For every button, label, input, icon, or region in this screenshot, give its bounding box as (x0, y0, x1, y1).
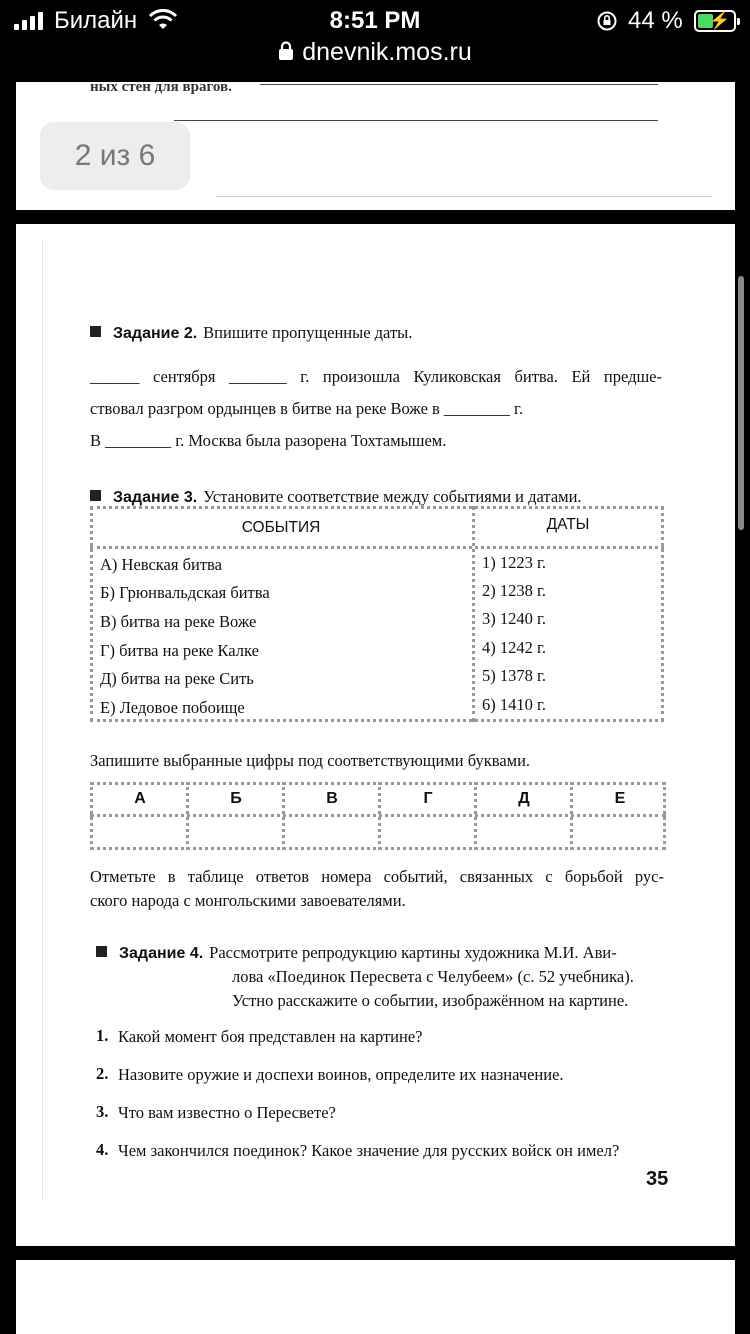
question-number: 3. (96, 1102, 109, 1121)
grid-letter: Е (614, 790, 626, 807)
lock-icon (278, 39, 294, 68)
answer-prompt: Запишите выбранные цифры под соответствующими буквами. (90, 751, 531, 770)
event-item: Е) Ледовое побоище (100, 698, 245, 717)
status-bar (0, 0, 750, 42)
grid-column-divider (282, 782, 285, 850)
carrier-name: Билайн (54, 7, 138, 34)
bullet-square-icon (90, 490, 101, 501)
column-header-events: СОБЫТИЯ (241, 519, 321, 536)
grid-letter: Б (230, 790, 242, 807)
event-item: Б) Грюнвальдская битва (100, 583, 270, 602)
event-item: Д) битва на реке Сить (100, 669, 254, 688)
grid-letter: В (326, 790, 338, 807)
task4-line2: лова «Поединок Пересвета с Челубеем» (с. 52 учебника). (232, 967, 634, 986)
previous-page (16, 79, 735, 210)
task3-note-line1: Отметьте в таблице ответов номера событий, связанных с борьбой рус- (90, 867, 664, 886)
task2-title: Впишите пропущенные даты. (203, 323, 413, 342)
battery-icon: ⚡ (694, 10, 736, 32)
grid-letter: А (134, 790, 146, 807)
table-column-divider (472, 506, 475, 722)
url-text: dnevnik.mos.ru (302, 38, 472, 66)
event-item: В) битва на реке Воже (100, 612, 257, 631)
bullet-square-icon (90, 326, 101, 337)
task2-heading: Задание 2. (113, 325, 198, 342)
task3-title: Установите соответствие между событиями и датами. (203, 487, 582, 506)
question-text: Назовите оружие и доспехи воинов, определите их назначение. (118, 1065, 564, 1084)
grid-letter: Д (518, 790, 530, 807)
date-item: 4) 1242 г. (482, 638, 547, 657)
event-item: А) Невская битва (100, 555, 222, 574)
task3-note-line2: ского народа с монгольскими завоевателями. (90, 891, 406, 910)
column-header-dates: ДАТЫ (546, 516, 590, 533)
date-item: 2) 1238 г. (482, 581, 547, 600)
page-number: 35 (646, 1168, 669, 1190)
next-page (16, 1260, 735, 1334)
grid-column-divider (570, 782, 573, 850)
page-counter: 2 из 6 (40, 122, 190, 190)
previous-page-cut-text: ных стен для врагов. (90, 79, 232, 95)
question-number: 4. (96, 1140, 109, 1159)
question-text: Что вам известно о Пересвете? (118, 1103, 336, 1122)
question-text: Чем закончился поединок? Какое значение для русских войск он имел? (118, 1141, 620, 1160)
grid-column-divider (186, 782, 189, 850)
grid-column-divider (378, 782, 381, 850)
task3-heading: Задание 3. (113, 489, 198, 506)
date-item: 5) 1378 г. (482, 666, 547, 685)
scan-edge (42, 240, 43, 1200)
document-page (16, 224, 735, 1246)
task4-line3: Устно расскажите о событии, изображённом на картине. (232, 991, 629, 1010)
task2-line2: ствовал разгром ордынцев в битве на реке Воже в ________ г. (90, 399, 524, 418)
answer-line (260, 84, 658, 85)
bullet-square-icon (96, 946, 107, 957)
rotation-lock-icon (596, 10, 618, 37)
task2-heading-line (90, 322, 412, 345)
task2-line1: ______ сентября _______ г. произошла Куликовская битва. Ей предше- (90, 367, 662, 386)
date-item: 3) 1240 г. (482, 609, 547, 628)
answer-line (174, 120, 658, 121)
task4-heading: Задание 4. (119, 945, 204, 962)
grid-letter: Г (423, 790, 433, 807)
date-item: 6) 1410 г. (482, 695, 547, 714)
status-time: 8:51 PM (329, 7, 421, 34)
event-item: Г) битва на реке Калке (100, 641, 259, 660)
grid-column-divider (474, 782, 477, 850)
question-number: 2. (96, 1064, 109, 1083)
task2-line3: В ________ г. Москва была разорена Тохтамышем. (90, 431, 447, 450)
table-header-divider (90, 546, 664, 549)
address-bar[interactable] (0, 38, 750, 72)
date-item: 1) 1223 г. (482, 553, 547, 572)
question-text: Какой момент боя представлен на картине? (118, 1027, 423, 1046)
task4-heading-line (96, 942, 617, 965)
question-number: 1. (96, 1026, 109, 1045)
task4-line1: Рассмотрите репродукцию картины художника М.И. Ави- (209, 943, 617, 962)
battery-percent: 44 % (628, 7, 683, 34)
page-edge-line (216, 196, 712, 197)
scrollbar[interactable] (738, 276, 744, 530)
